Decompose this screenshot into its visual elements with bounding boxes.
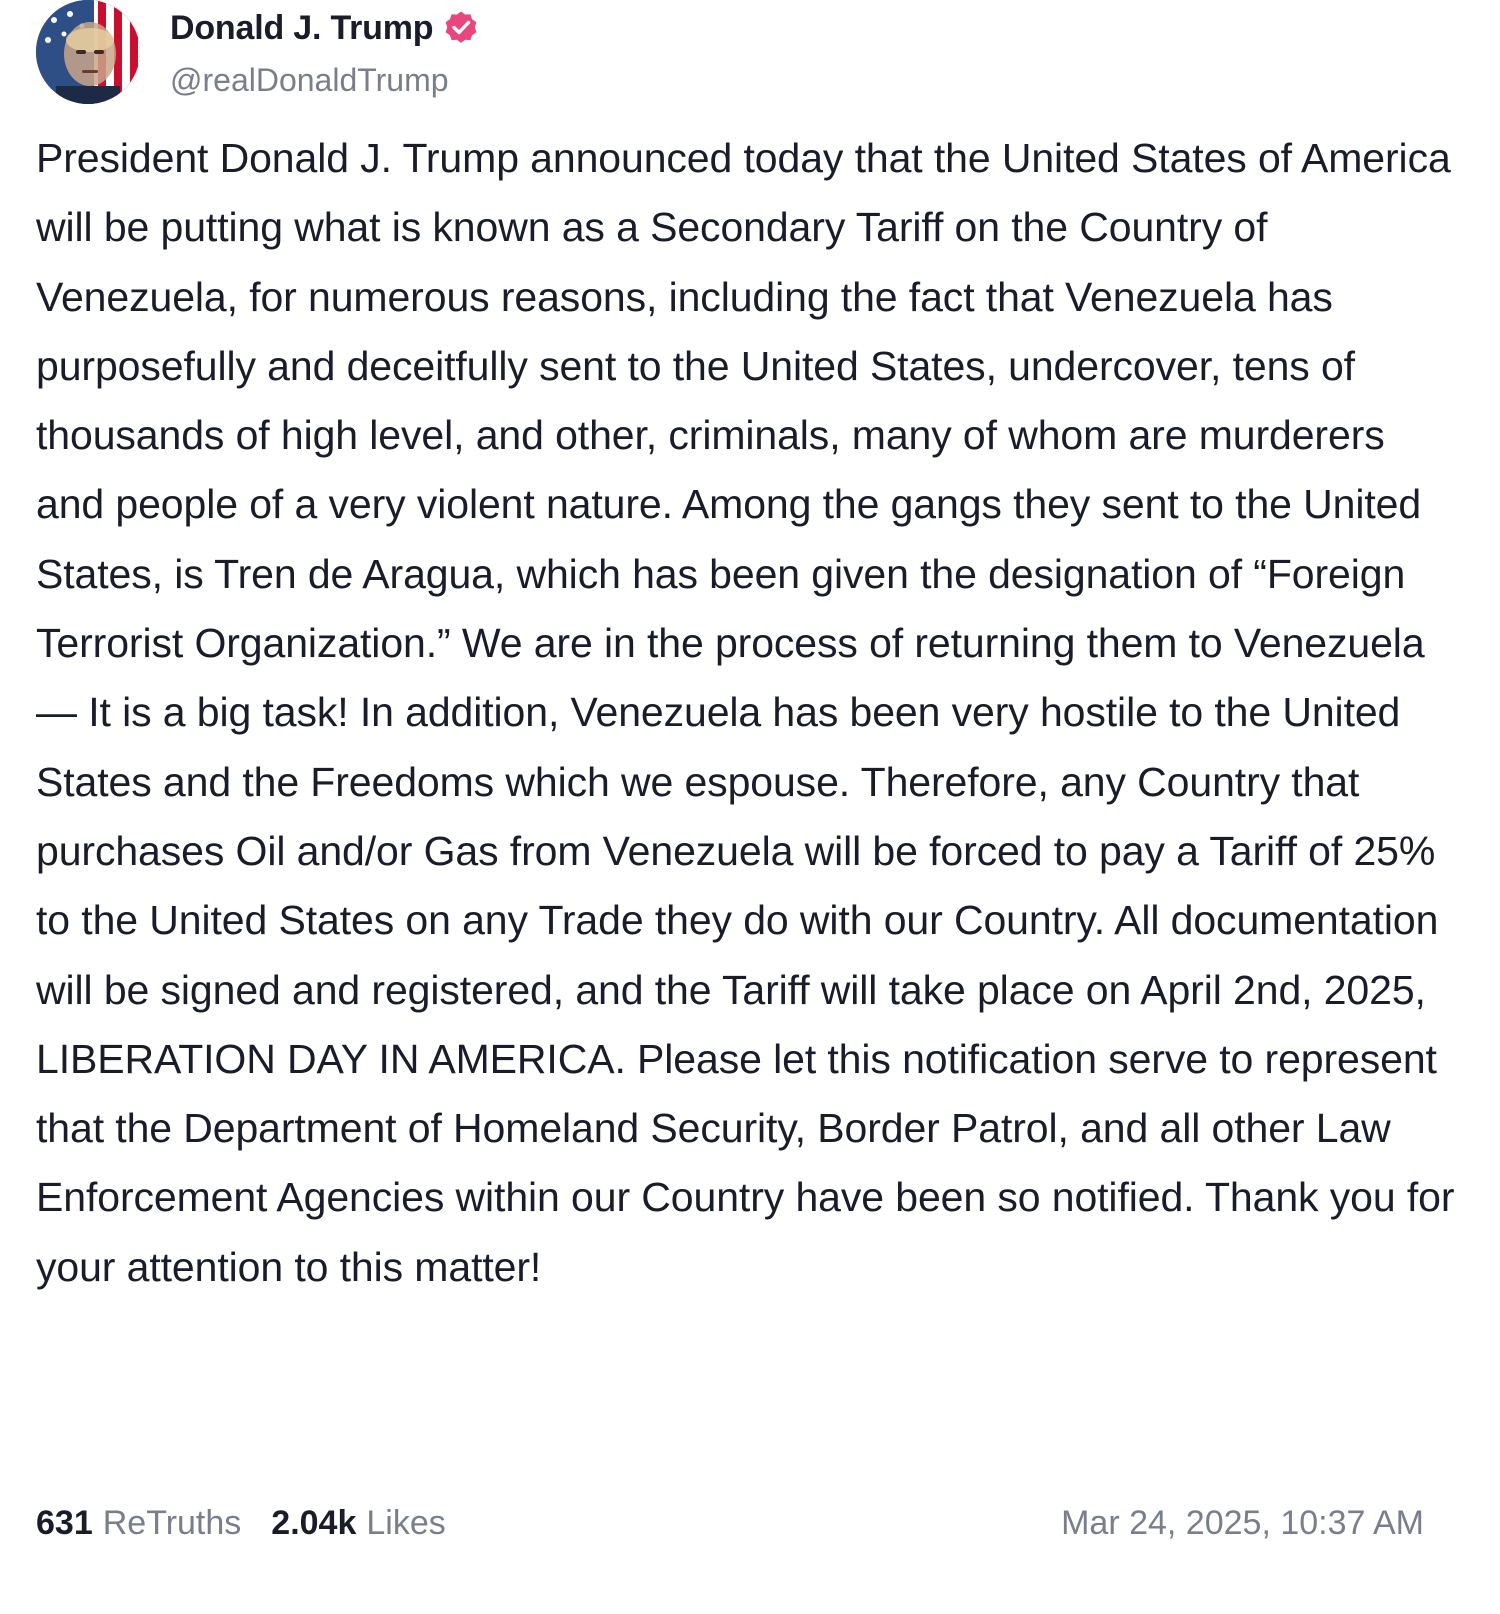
retruths-label: ReTruths	[102, 1503, 242, 1542]
likes-count: 2.04k	[271, 1503, 357, 1542]
avatar-image	[36, 0, 140, 104]
avatar[interactable]	[36, 0, 140, 104]
retruths-count: 631	[36, 1503, 93, 1542]
likes-label: Likes	[366, 1503, 446, 1542]
display-name-row	[170, 6, 479, 50]
verified-badge-icon	[443, 10, 479, 46]
retruths-stat[interactable]	[36, 1504, 241, 1543]
post-body-text: President Donald J. Trump announced today that the United States of America will be putting what is known as a Secondary Tariff on the Country of Venezuela, for numerous reasons, including the fact that Venezuela has purposefully and deceitfully sent to the United States, undercover, tens of thousands of high level, and other, criminals, many of whom are murderers and people of a very violent nature. Among the gangs they sent to the United States, is Tren de Aragua, which has been given the designation of “Foreign Terrorist Organization.” We are in the process of returning them to Venezuela — It is a big task! In addition, Venezuela has been very hostile to the United States and the Freedoms which we espouse. Therefore, any Country that purchases Oil and/or Gas from Venezuela will be forced to pay a Tariff of 25% to the United States on any Trade they do with our Country. All documentation will be signed and registered, and the Tariff will take place on April 2nd, 2025, LIBERATION DAY IN AMERICA. Please let this notification serve to represent that the Department of Homeland Security, Border Patrol, and all other Law Enforcement Agencies within our Country have been so notified. Thank you for your attention to this matter!	[36, 135, 1455, 1290]
user-handle[interactable]: @realDonaldTrump	[170, 62, 449, 98]
post-header	[36, 0, 1436, 110]
post-timestamp[interactable]: Mar 24, 2025, 10:37 AM	[1061, 1503, 1424, 1542]
display-name[interactable]: Donald J. Trump	[170, 8, 434, 47]
post-footer	[36, 1500, 1424, 1546]
likes-stat[interactable]	[271, 1504, 445, 1543]
